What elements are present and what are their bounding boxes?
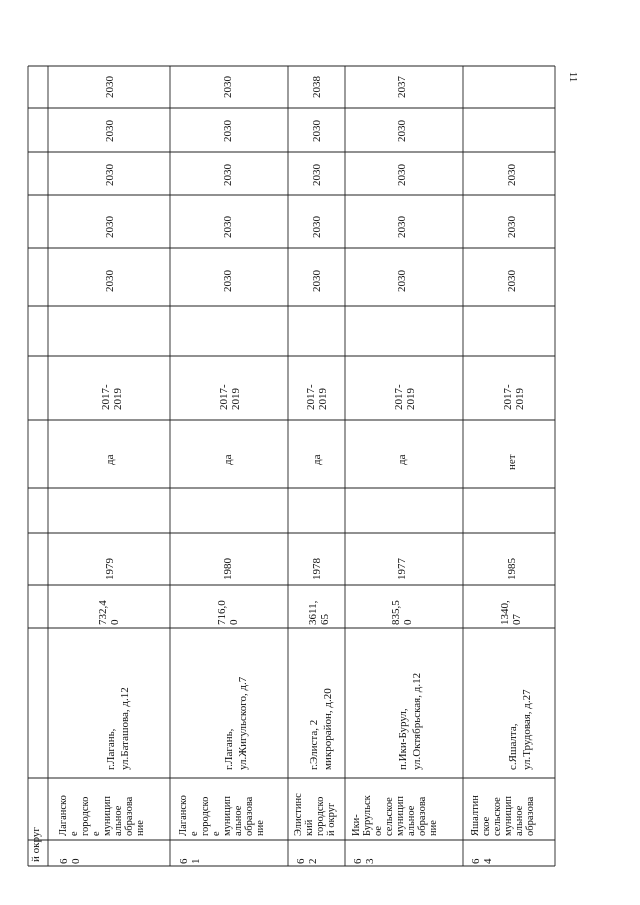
municipality-cell: Элистинс кий городско й округ — [293, 793, 337, 836]
date-cell-3: 2030 — [104, 164, 116, 186]
date-cell-1: 2030 — [222, 270, 234, 292]
address-cell: г.Лагань, ул.Жигульского, д.7 — [223, 676, 249, 770]
page-number: 11 — [567, 71, 579, 83]
municipality-cell: Яшалтин ское сельское муницип альное образова — [470, 795, 536, 836]
address-cell: с.Яшалта, ул.Трудовая, д.27 — [507, 689, 533, 770]
period-cell: 2017- 2019 — [100, 384, 124, 410]
date-cell-3: 2030 — [222, 164, 234, 186]
year-cell: 1978 — [311, 558, 323, 580]
row-number: 6 0 — [58, 858, 82, 864]
date-cell-2: 2030 — [222, 216, 234, 238]
row-number: 6 4 — [470, 858, 494, 864]
header-district-fragment: й округ — [30, 827, 42, 862]
date-cell-1: 2030 — [506, 270, 518, 292]
date-cell-1: 2030 — [311, 270, 323, 292]
date-cell-4: 2030 — [222, 120, 234, 142]
year-cell: 1980 — [222, 558, 234, 580]
row-number: 6 3 — [352, 858, 376, 864]
flag-cell: да — [104, 454, 116, 465]
area-cell: 3611, 65 — [307, 600, 331, 625]
flag-cell: нет — [506, 454, 518, 470]
area-cell: 732,4 0 — [97, 600, 121, 625]
year-cell: 1979 — [104, 558, 116, 580]
date-cell-1: 2030 — [396, 270, 408, 292]
date-cell-5: 2030 — [104, 76, 116, 98]
area-cell: 835,5 0 — [390, 600, 414, 625]
flag-cell: да — [222, 454, 234, 465]
date-cell-4: 2030 — [311, 120, 323, 142]
date-cell-5: 2030 — [222, 76, 234, 98]
row-number: 6 1 — [178, 858, 202, 864]
area-cell: 1340, 07 — [499, 600, 523, 625]
date-cell-2: 2030 — [506, 216, 518, 238]
date-cell-5: 2038 — [311, 76, 323, 98]
date-cell-3: 2030 — [311, 164, 323, 186]
date-cell-4: 2030 — [104, 120, 116, 142]
area-cell: 716,0 0 — [216, 600, 240, 625]
municipality-cell: Лаганско е городско е муницип альное образова ние — [178, 795, 266, 836]
flag-cell: да — [396, 454, 408, 465]
year-cell: 1985 — [506, 558, 518, 580]
date-cell-4: 2030 — [396, 120, 408, 142]
date-cell-2: 2030 — [104, 216, 116, 238]
date-cell-1: 2030 — [104, 270, 116, 292]
date-cell-2: 2030 — [396, 216, 408, 238]
date-cell-3: 2030 — [396, 164, 408, 186]
period-cell: 2017- 2019 — [305, 384, 329, 410]
date-cell-5: 2037 — [396, 76, 408, 98]
municipality-cell: Лаганско е городско е муницип альное образова ние — [58, 795, 146, 836]
address-cell: п.Ики-Бурул, ул.Октябрьская, д.12 — [397, 672, 423, 770]
date-cell-2: 2030 — [311, 216, 323, 238]
address-cell: г.Элиста, 2 микрорайон, д.20 — [308, 688, 334, 770]
year-cell: 1977 — [396, 558, 408, 580]
address-cell: г.Лагань, ул.Баташова, д.12 — [105, 687, 131, 770]
municipality-cell: Ики- Бурульск ое сельское муницип альное образова ние — [351, 795, 439, 836]
date-cell-3: 2030 — [506, 164, 518, 186]
period-cell: 2017- 2019 — [393, 384, 417, 410]
period-cell: 2017- 2019 — [502, 384, 526, 410]
flag-cell: да — [311, 454, 323, 465]
row-number: 6 2 — [295, 858, 319, 864]
period-cell: 2017- 2019 — [218, 384, 242, 410]
